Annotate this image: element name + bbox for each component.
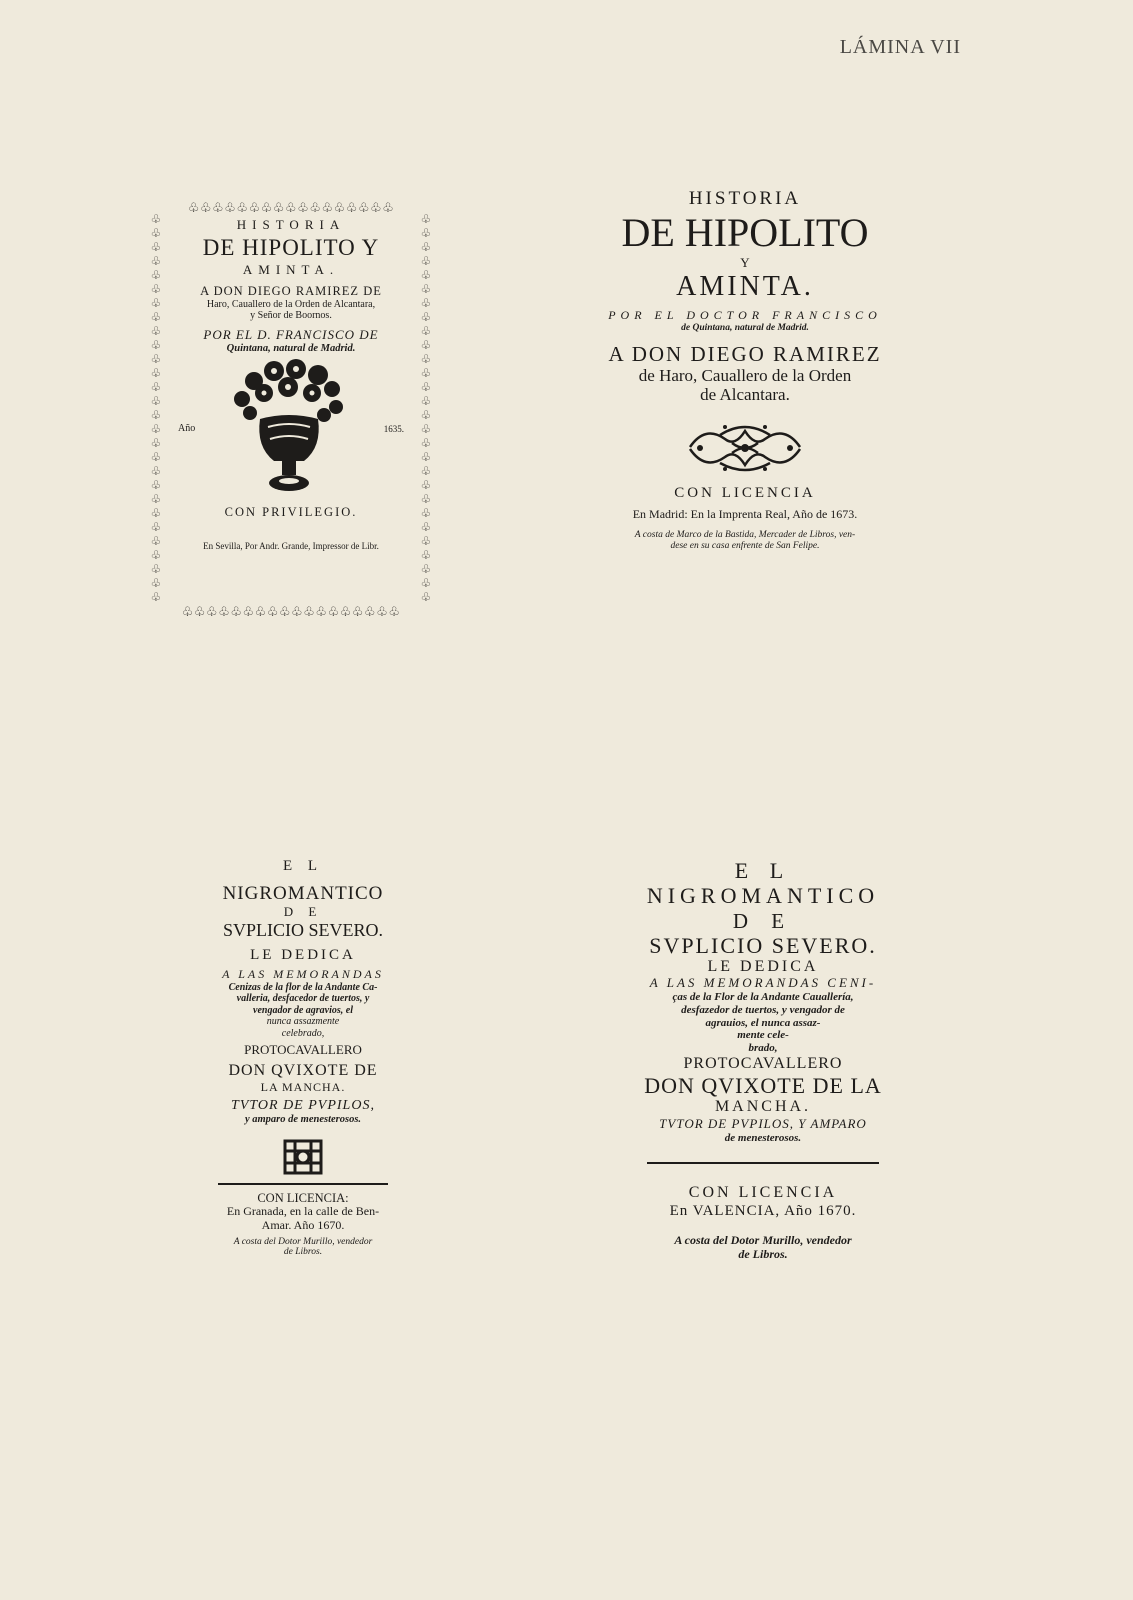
title-page-sevilla-1635 (150, 200, 432, 620)
p3-bookseller: A costa del Dotor Murillo, vendedor (233, 1236, 373, 1247)
p2-bookseller: A costa de Marco de la Bastida, Mercader de Libros, ven- (634, 529, 856, 540)
p4-dedication-line2: ças de la Flor de la Andante Cauallería, (672, 991, 854, 1004)
p3-title-main: NIGROMANTICO (222, 883, 384, 905)
p4-imprint: En VALENCIA, Año 1670. (669, 1202, 857, 1219)
p3-dedication-line2: Cenizas de la flor de la Andante Ca- (228, 981, 378, 993)
p1-dedication: A DON DIEGO RAMIREZ DE (200, 284, 382, 299)
p4-license: CON LICENCIA (688, 1184, 838, 1202)
p3-dedication-line4: vengador de agravios, el (253, 1004, 353, 1016)
p4-title-main: NIGROMANTICO (646, 883, 880, 909)
p3-la-mancha: LA MANCHA. (260, 1079, 346, 1094)
p3-article: E L (282, 858, 324, 874)
p1-author-line2: Quintana, natural de Madrid. (226, 342, 356, 354)
title-page-valencia-1670 (612, 858, 914, 1261)
p3-don-quixote: DON QVIXOTE DE (228, 1062, 378, 1080)
p3-dedication-line1: A LAS MEMORANDAS (222, 966, 384, 981)
p3-rule (218, 1183, 388, 1185)
p4-rule (647, 1162, 879, 1164)
p1-title-main: DE HIPOLITO Y (202, 234, 380, 260)
p1-year-value: 1635. (383, 423, 404, 434)
p1-dedication-line2: Haro, Cauallero de la Orden de Alcantara, (206, 298, 376, 310)
p2-dedication-line3: de Alcantara. (700, 385, 790, 405)
p3-tutor-line2: y amparo de menesterosos. (244, 1114, 362, 1126)
p3-dedication-line3: valleria, desfacedor de tuertos, y (236, 993, 370, 1005)
ornamental-border-left: ♧ ♧ ♧ ♧ ♧ ♧ ♧ ♧ ♧ ♧ ♧ ♧ ♧ ♧ ♧ ♧ ♧ ♧ ♧ ♧ ♧ ♧ ♧ ♧ ♧ ♧ ♧ ♧ (150, 212, 162, 604)
p3-imprint: En Granada, en la calle de Ben- (226, 1203, 380, 1218)
printer-ornament-icon (680, 417, 810, 479)
p4-tutor: TVTOR DE PVPILOS, Y AMPARO (659, 1115, 867, 1131)
title-page-madrid-1673 (585, 188, 905, 552)
p4-article: E L (734, 858, 792, 883)
p3-license: CON LICENCIA: (257, 1190, 349, 1205)
p2-dedication-line2: de Haro, Cauallero de la Orden (638, 365, 852, 385)
p4-tutor-line2: de menesterosos. (724, 1131, 802, 1144)
knot-ornament-icon (281, 1137, 325, 1177)
p1-dedication-line3: y Señor de Boornos. (250, 310, 332, 322)
p4-don-quixote: DON QVIXOTE DE LA (644, 1072, 882, 1098)
p3-title-sub: SVPLICIO SEVERO. (222, 920, 383, 941)
ornamental-border-bottom: ♧♧♧♧♧♧♧♧♧♧♧♧♧♧♧♧♧♧ (181, 604, 401, 619)
p2-dedication: A DON DIEGO RAMIREZ (608, 341, 882, 366)
p2-title-line: HISTORIA (688, 188, 802, 209)
p4-la-mancha: MANCHA. (714, 1098, 812, 1116)
p1-title-line: HISTORIA (236, 217, 346, 232)
title-page-granada-1670 (198, 858, 408, 1258)
p4-bookseller-line2: de Libros. (738, 1246, 788, 1261)
p4-dedication-line5: mente cele- (737, 1029, 789, 1042)
p3-tutor: TVTOR DE PVPILOS, (231, 1098, 375, 1114)
p1-woodcut-row (164, 359, 418, 499)
p4-dedication-head: LE DEDICA (707, 958, 819, 976)
p1-title-sub: AMINTA. (242, 262, 340, 278)
p3-title-de: D E (283, 904, 323, 920)
p4-bookseller: A costa del Dotor Murillo, vendedor (674, 1232, 852, 1247)
p1-imprint: En Sevilla, Por Andr. Grande, Impressor de Libr. (203, 541, 379, 552)
p1-privilege: CON PRIVILEGIO. (224, 504, 358, 519)
p2-author-line2: de Quintana, natural de Madrid. (681, 322, 809, 333)
p3-dedication-line6: celebrado, (281, 1027, 325, 1039)
ornamental-border-top: ♧♧♧♧♧♧♧♧♧♧♧♧♧♧♧♧♧ (187, 200, 395, 215)
p2-bookseller-line2: dese en su casa enfrente de San Felipe. (670, 540, 820, 551)
p1-year-label: Año (178, 423, 196, 435)
p2-author: POR EL DOCTOR FRANCISCO (608, 307, 882, 322)
p4-title-sub: SVPLICIO SEVERO. (649, 932, 877, 958)
p3-protocavallero: PROTOCAVALLERO (244, 1042, 362, 1058)
p3-dedication-head: LE DEDICA (250, 946, 356, 963)
p2-title-main: DE HIPOLITO (621, 209, 869, 255)
p4-dedication-line3: desfazedor de tuertos, y vengador de (681, 1004, 845, 1016)
p2-imprint: En Madrid: En la Imprenta Real, Año de 1673. (632, 507, 858, 522)
p3-imprint-line2: Amar. Año 1670. (261, 1217, 345, 1232)
vase-woodcut-icon (224, 359, 354, 499)
p3-dedication-line5: nunca assazmente (266, 1016, 340, 1028)
p2-license: CON LICENCIA (674, 484, 816, 501)
p4-title-de: D E (732, 908, 794, 933)
p2-title-y: Y (740, 254, 750, 270)
p4-dedication-line1: A LAS MEMORANDAS CENI- (649, 975, 877, 991)
p4-protocavallero: PROTOCAVALLERO (683, 1054, 843, 1072)
p4-dedication-line6: brado, (748, 1041, 778, 1054)
ornamental-border-right: ♧ ♧ ♧ ♧ ♧ ♧ ♧ ♧ ♧ ♧ ♧ ♧ ♧ ♧ ♧ ♧ ♧ ♧ ♧ ♧ ♧ ♧ ♧ ♧ ♧ ♧ ♧ ♧ (420, 212, 432, 604)
p3-bookseller-line2: de Libros. (283, 1247, 323, 1258)
p2-title-sub: AMINTA. (676, 270, 814, 302)
p1-author: POR EL D. FRANCISCO DE (203, 326, 379, 342)
plate-label: LÁMINA VII (839, 36, 961, 58)
p4-dedication-line4: agrauios, el nunca assaz- (705, 1016, 821, 1029)
